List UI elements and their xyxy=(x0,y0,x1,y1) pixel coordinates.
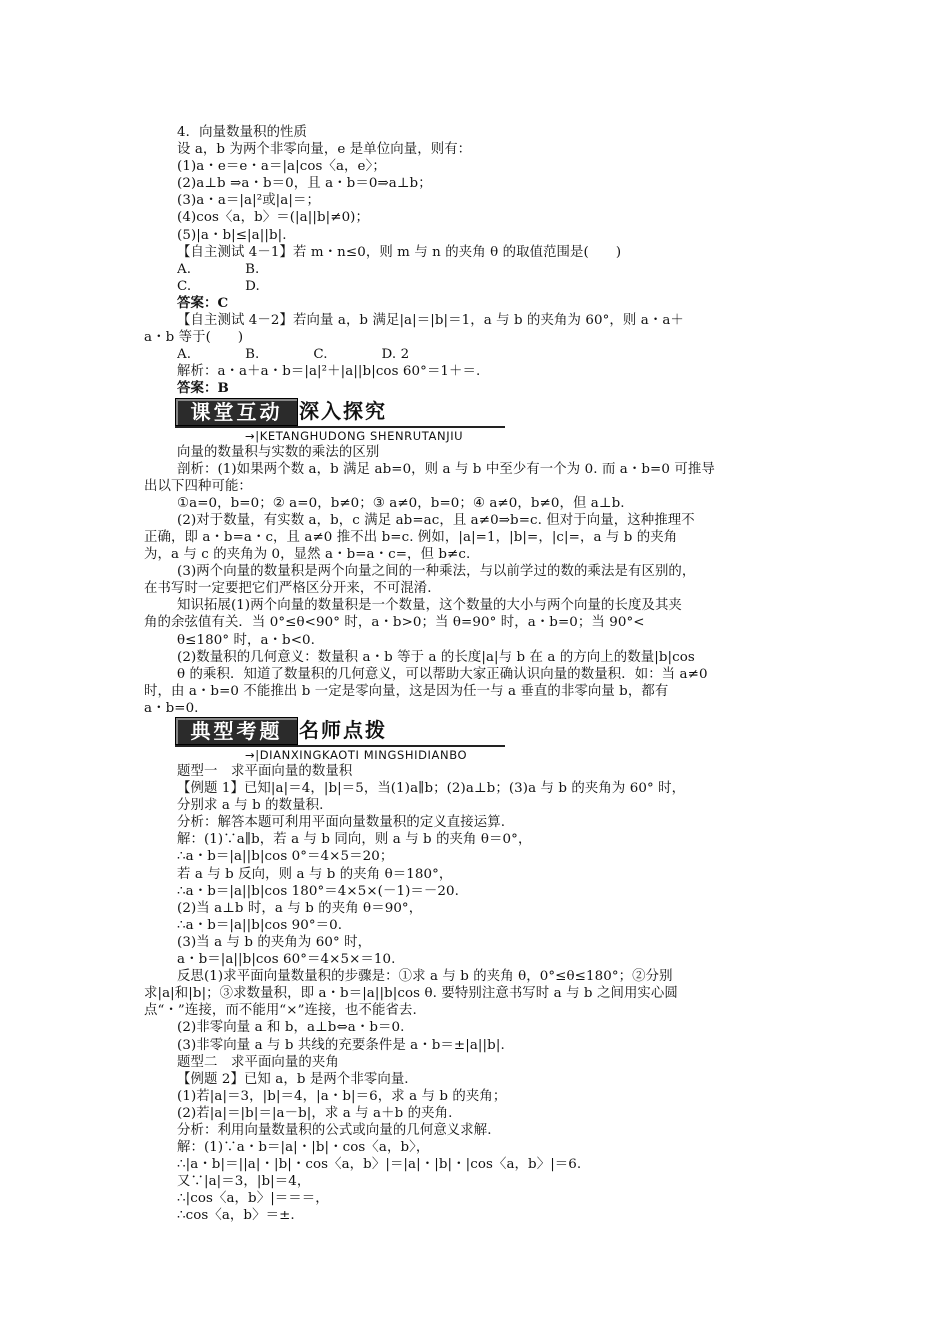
reflection-line: 求|a|和|b|；③求数量积，即 a・b＝|a||b|cos θ. 要特别注意书写时 a 与 b 之间用实心圆 xyxy=(144,986,678,1002)
solution-line: ∴a・b＝|a||b|cos 0°＝4×5＝20； xyxy=(177,849,394,865)
knowledge-extension: a・b=0. xyxy=(144,700,199,716)
property-line: (4)cos〈a，b〉＝(|a||b|≠0)； xyxy=(177,210,369,226)
example-line: 分别求 a 与 b 的数量积. xyxy=(177,798,324,814)
problem-type-title: 题型二 求平面向量的夹角 xyxy=(177,1054,339,1070)
analysis-line: 为，a 与 c 的夹角为 0，显然 a・b=a・c=，但 b≠c. xyxy=(144,547,471,563)
analysis-line: (2)对于数量，有实数 a，b，c 满足 ab=ac，且 a≠0⇒b=c. 但对于向量，这种推理不 xyxy=(177,512,695,528)
self-test-question: 【自主测试 4－1】若 m・n≤0，则 m 与 n 的夹角 θ 的取值范围是( ) xyxy=(177,244,622,260)
analysis-line: (3)两个向量的数量积是两个向量之间的一种乘法，与以前学过的数的乘法是有区别的， xyxy=(177,564,696,580)
analysis-line: 剖析：(1)如果两个数 a，b 满足 ab=0，则 a 与 b 中至少有一个为 0. 而 a・b=0 可推导 xyxy=(177,461,715,477)
analysis-line: 在书写时一定要把它们严格区分开来，不可混淆. xyxy=(144,581,432,597)
knowledge-extension: θ≤180° 时，a・b<0. xyxy=(177,632,316,648)
section-heading: 4．向量数量积的性质 xyxy=(177,125,308,140)
topic-title: 向量的数量积与实数的乘法的区别 xyxy=(177,444,380,460)
example-line: 【例题 2】已知 a，b 是两个非零向量. xyxy=(177,1071,409,1087)
solution-line: (3)当 a 与 b 的夹角为 60° 时， xyxy=(177,934,372,950)
property-line: (3)a・a＝|a|²或|a|＝； xyxy=(177,193,320,209)
banner-light-title: 名师点拨 xyxy=(299,718,387,742)
analysis-line: 分析：利用向量数量积的公式或向量的几何意义求解. xyxy=(177,1122,492,1138)
solution-line: 解：(1)∵a∥b，若 a 与 b 同向，则 a 与 b 的夹角 θ＝0°， xyxy=(177,832,532,848)
document-body xyxy=(144,124,807,1225)
banner-rule xyxy=(175,745,505,747)
solution-line: 解：(1)∵a・b＝|a|・|b|・cos〈a，b〉， xyxy=(177,1140,430,1156)
solution-line: ∴cos〈a，b〉＝±. xyxy=(177,1208,295,1224)
text-line: 设 a，b 为两个非零向量，e 是单位向量，则有： xyxy=(177,142,472,158)
self-test-question-cont: a・b 等于( ) xyxy=(144,330,244,346)
property-line: (2)a⊥b ⇒a・b＝0，且 a・b＝0⇒a⊥b； xyxy=(177,176,432,192)
knowledge-extension: 角的余弦值有关．当 0°≤θ<90° 时，a・b>0；当 θ=90° 时，a・b=0；当 90°< xyxy=(144,615,645,631)
banner-pinyin: →|KETANGHUDONG SHENRUTANJIU xyxy=(245,428,464,443)
knowledge-extension: (2)数量积的几何意义：数量积 a・b 等于 a 的长度|a|与 b 在 a 的方向上的数量|b|cos xyxy=(177,649,695,665)
analysis-line: 出以下四种可能： xyxy=(144,478,252,494)
knowledge-extension: 时，由 a・b=0 不能推出 b 一定是零向量，这是因为任一与 a 垂直的非零向量 b，都有 xyxy=(144,683,669,699)
option-line: A. B. C. D. 2 xyxy=(177,347,410,363)
solution-line: a・b＝|a||b|cos 60°＝4×5×＝10. xyxy=(177,952,396,968)
analysis-line: ①a=0，b=0；② a=0，b≠0；③ a≠0，b=0；④ a≠0，b≠0，但 a⊥b. xyxy=(177,495,625,511)
option-line: A. B. xyxy=(177,261,260,277)
banner-pinyin: →|DIANXINGKAOTI MINGSHIDIANBO xyxy=(245,748,468,762)
solution-line: ∴|cos〈a，b〉|＝＝＝， xyxy=(177,1191,329,1207)
answer-line: 答案：B xyxy=(177,380,229,397)
solution-line: ∴a・b＝|a||b|cos 90°＝0. xyxy=(177,917,343,933)
analysis-line: 分析：解答本题可利用平面向量数量积的定义直接运算. xyxy=(177,815,506,831)
banner-light-title: 深入探究 xyxy=(299,398,387,423)
solution-line: 又∵|a|＝3，|b|＝4， xyxy=(177,1174,311,1190)
knowledge-extension: θ 的乘积．知道了数量积的几何意义，可以帮助大家正确认识向量的数量积．如：当 a≠0 xyxy=(177,666,708,682)
problem-type-title: 题型一 求平面向量的数量积 xyxy=(177,764,353,779)
property-line: (1)a・e＝e・a＝|a|cos〈a，e〉； xyxy=(177,159,386,175)
reflection-line: 点“・”连接，而不能用“×”连接，也不能省去. xyxy=(144,1003,417,1019)
property-line: (5)|a・b|≤|a||b|. xyxy=(177,227,287,243)
example-line: (2)若|a|＝|b|＝|a－b|，求 a 与 a＋b 的夹角. xyxy=(177,1105,453,1121)
self-test-question: 【自主测试 4－2】若向量 a，b 满足|a|＝|b|＝1，a 与 b 的夹角为 60°，则 a・a＋ xyxy=(177,313,684,329)
example-line: (1)若|a|＝3，|b|＝4，|a・b|＝6，求 a 与 b 的夹角； xyxy=(177,1088,507,1104)
knowledge-extension: 知识拓展(1)两个向量的数量积是一个数量，这个数量的大小与两个向量的长度及其夹 xyxy=(177,598,682,614)
answer-line: 答案：C xyxy=(177,294,229,311)
reflection-line: (3)非零向量 a 与 b 共线的充要条件是 a・b＝±|a||b|. xyxy=(177,1037,505,1053)
solution-line: ∴|a・b|＝||a|・|b|・cos〈a，b〉|＝|a|・|b|・|cos〈a，b〉|＝6. xyxy=(177,1157,582,1173)
example-line: 【例题 1】已知|a|＝4，|b|＝5，当(1)a∥b；(2)a⊥b；(3)a 与 b 的夹角为 60° 时， xyxy=(177,781,686,797)
section-banner-dianxing xyxy=(175,717,807,763)
reflection-line: (2)非零向量 a 和 b，a⊥b⇔a・b＝0. xyxy=(177,1020,405,1036)
solution-line: 若 a 与 b 反向，则 a 与 b 的夹角 θ＝180°， xyxy=(177,866,453,882)
reflection-line: 反思(1)求平面向量数量积的步骤是：①求 a 与 b 的夹角 θ，0°≤θ≤180°；②分别 xyxy=(177,969,673,985)
solution-line: (2)当 a⊥b 时，a 与 b 的夹角 θ＝90°， xyxy=(177,900,423,916)
banner-dark-title: 课堂互动 xyxy=(175,398,298,426)
analysis-line: 正确，即 a・b=a・c，且 a≠0 推不出 b=c. 例如，|a|=1，|b|=，|c|=，a 与 b 的夹角 xyxy=(144,529,678,545)
banner-rule xyxy=(175,426,505,428)
solution-line: 解析：a・a＋a・b＝|a|²＋|a||b|cos 60°＝1＋＝. xyxy=(177,364,481,380)
solution-line: ∴a・b＝|a||b|cos 180°＝4×5×(－1)＝－20. xyxy=(177,883,460,899)
banner-dark-title: 典型考题 xyxy=(175,717,298,745)
section-banner-ketang xyxy=(175,398,807,444)
option-line: C. D. xyxy=(177,278,260,294)
